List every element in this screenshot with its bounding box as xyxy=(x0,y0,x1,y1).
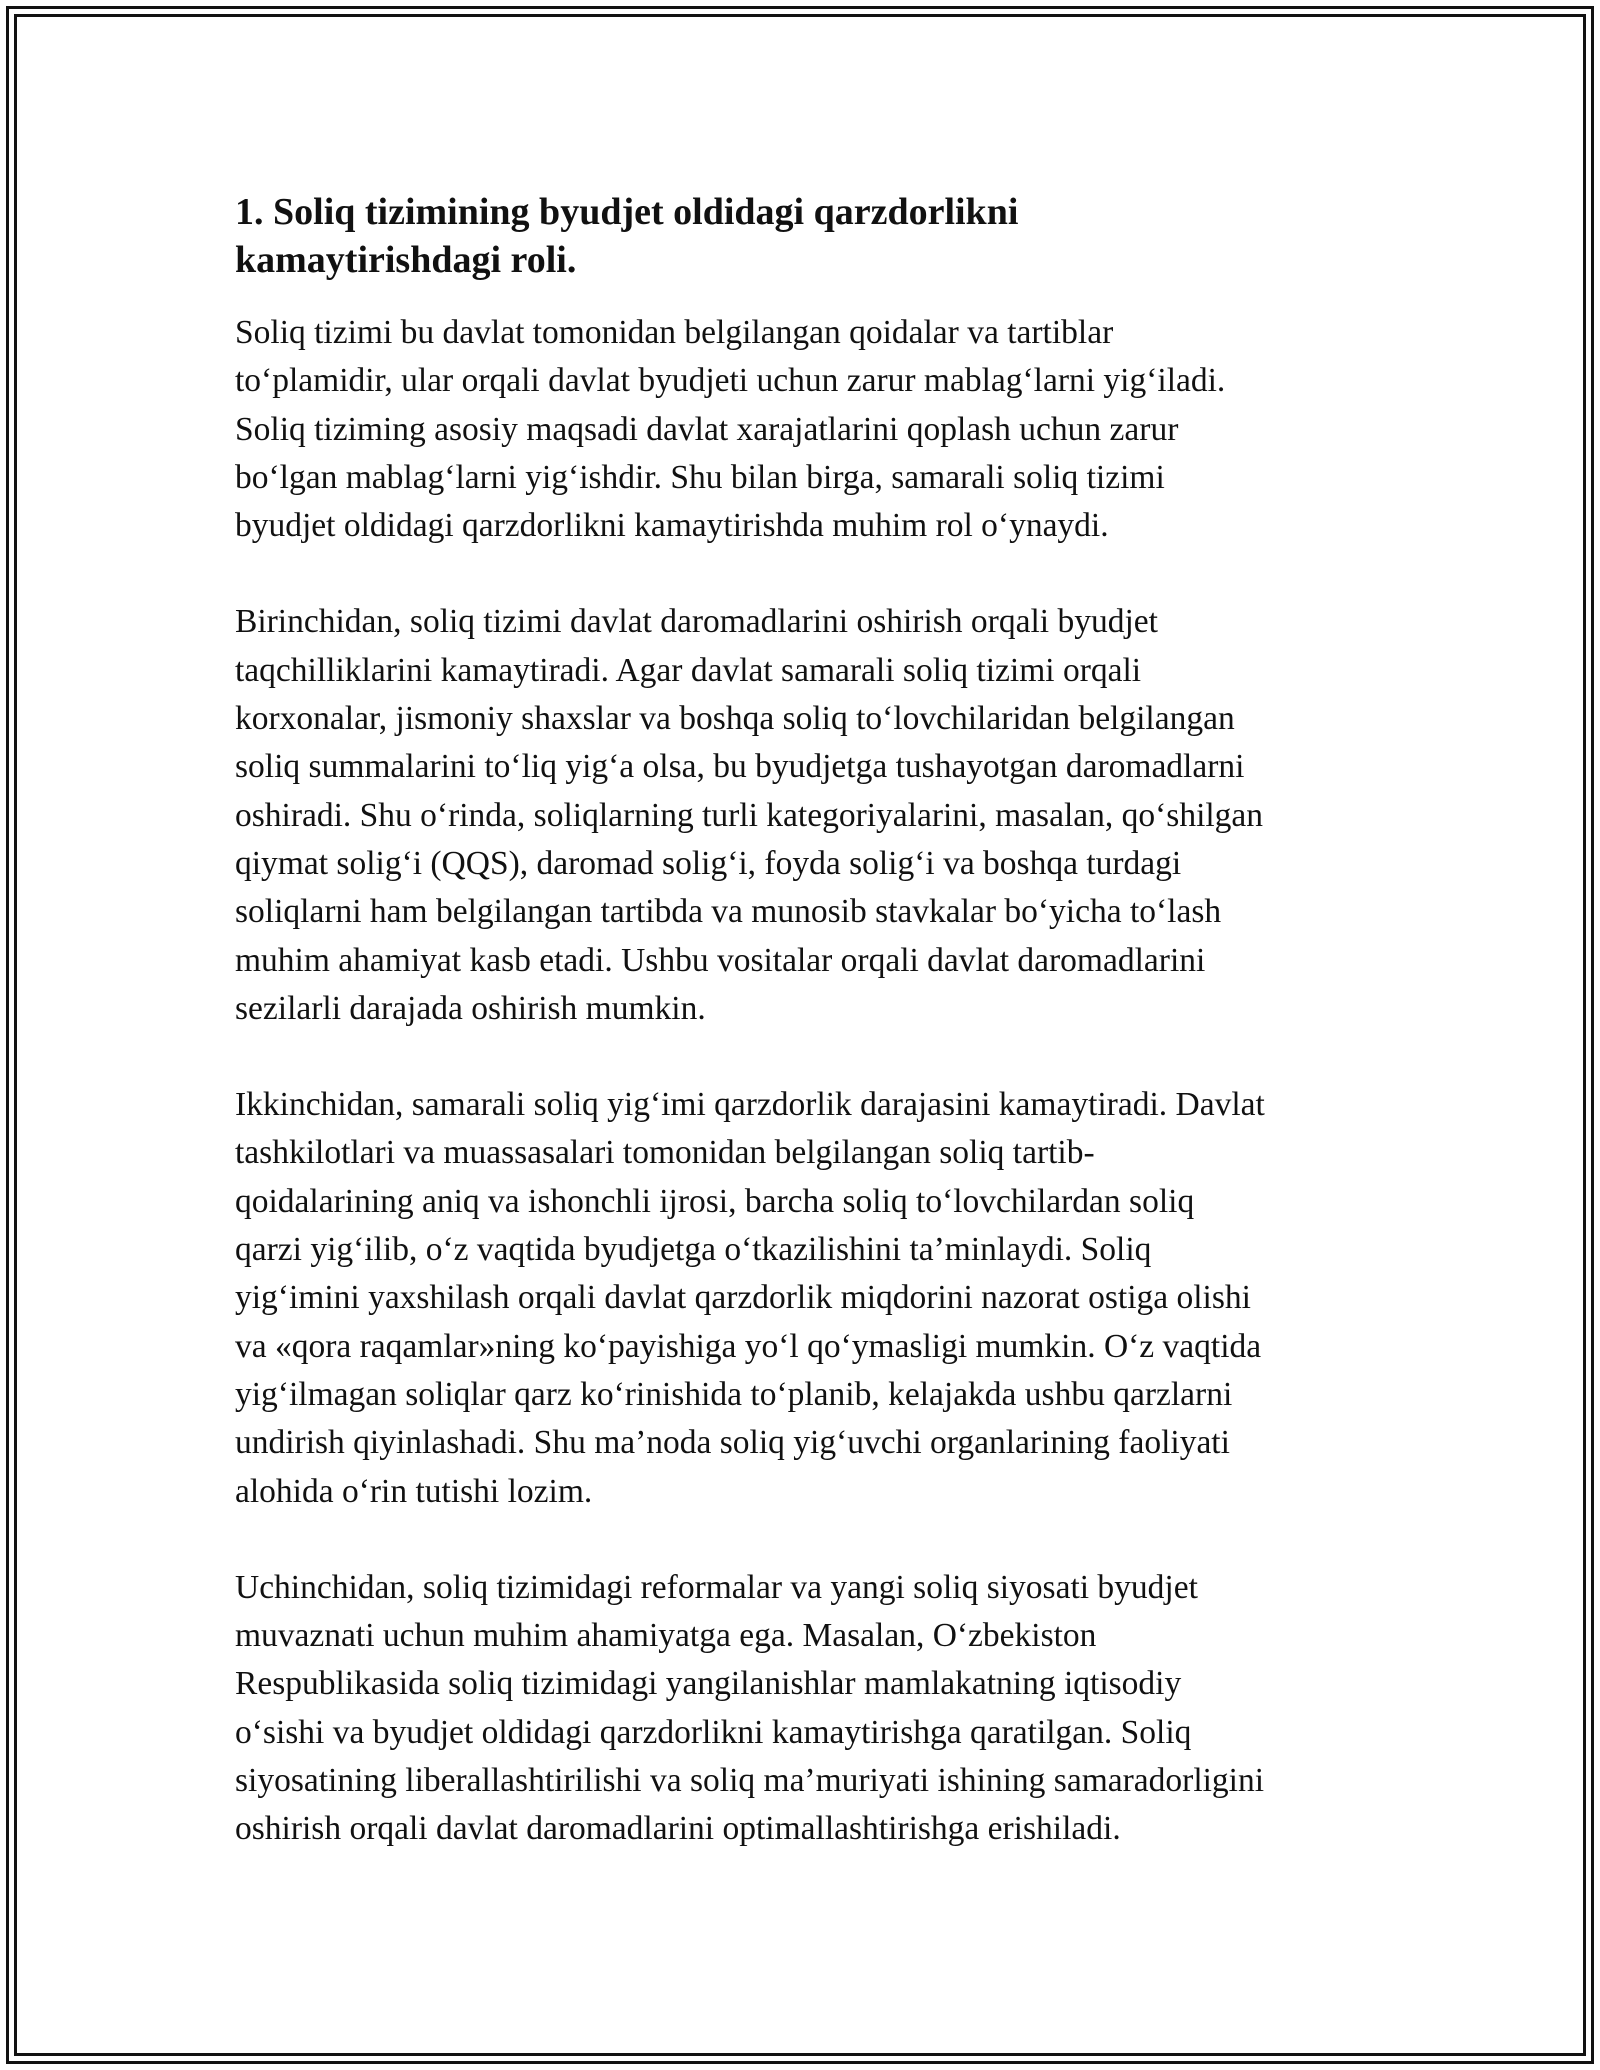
paragraph-first: Birinchidan, soliq tizimi davlat daromadlarini oshirish orqali byudjet taqchilliklarini kamaytiradi. Agar davlat samarali soliq tizimi orqali korxonalar, jismoniy shaxslar va boshqa soliq to‘lovchilaridan belgilangan soliq summalarini to‘liq yig‘a olsa, bu byudjetga tushayotgan daromadlarni oshiradi. Shu o‘rinda, soliqlarning turli kategoriyalarini, masalan, qo‘shilgan qiymat solig‘i (QQS), daromad solig‘i, foyda solig‘i va boshqa turdagi soliqlarni ham belgilangan tartibda va munosib stavkalar bo‘yicha to‘lash muhim ahamiyat kasb etadi. Ushbu vositalar orqali davlat daromadlarini sezilarli darajada oshirish mumkin. xyxy=(235,603,1264,1027)
paragraph-third: Uchinchidan, soliq tizimidagi reformalar va yangi soliq siyosati byudjet muvaznati uchun muhim ahamiyatga ega. Masalan, O‘zbekiston Respublikasida soliq tizimidagi yangilanishlar mamlakatning iqtisodiy o‘sishi va byudjet oldidagi qarzdorlikni kamaytirishga qaratilgan. Soliq siyosatining liberallashtirilishi va soliq ma’muriyati ishining samaradorligini oshirish orqali davlat daromadlarini optimallashtirishga erishiladi. xyxy=(235,1568,1265,1848)
document-body xyxy=(235,188,1365,1902)
section-heading: 1. Soliq tizimining byudjet oldidagi qarzdorlikni kamaytirishdagi roli. xyxy=(235,191,1019,281)
paragraph-intro: Soliq tizimi bu davlat tomonidan belgilangan qoidalar va tartiblar to‘plamidir, ular orqali davlat byudjeti uchun zarur mablag‘larni yig‘iladi. Soliq tiziming asosiy maqsadi davlat xarajatlarini qoplash uchun zarur bo‘lgan mablag‘larni yig‘ishdir. Shu bilan birga, samarali soliq tizimi byudjet oldidagi qarzdorlikni kamaytirishda muhim rol o‘ynaydi. xyxy=(235,314,1226,545)
paragraph-second: Ikkinchidan, samarali soliq yig‘imi qarzdorlik darajasini kamaytiradi. Davlat tashkilotlari va muassasalari tomonidan belgilangan soliq tartib- qoidalarining aniq va ishonchli ijrosi, barcha soliq to‘lovchilardan soliq qarzi yig‘ilib, o‘z vaqtida byudjetga o‘tkazilishini ta’minlaydi. Soliq yig‘imini yaxshilash orqali davlat qarzdorlik miqdorini nazorat ostiga olishi va «qora raqamlar»ning ko‘payishiga yo‘l qo‘ymasligi mumkin. O‘z vaqtida yig‘ilmagan soliqlar qarz ko‘rinishida to‘planib, kelajakda ushbu qarzlarni undirish qiyinlashadi. Shu ma’noda soliq yig‘uvchi organlarining faoliyati alohida o‘rin tutishi lozim. xyxy=(235,1086,1265,1510)
